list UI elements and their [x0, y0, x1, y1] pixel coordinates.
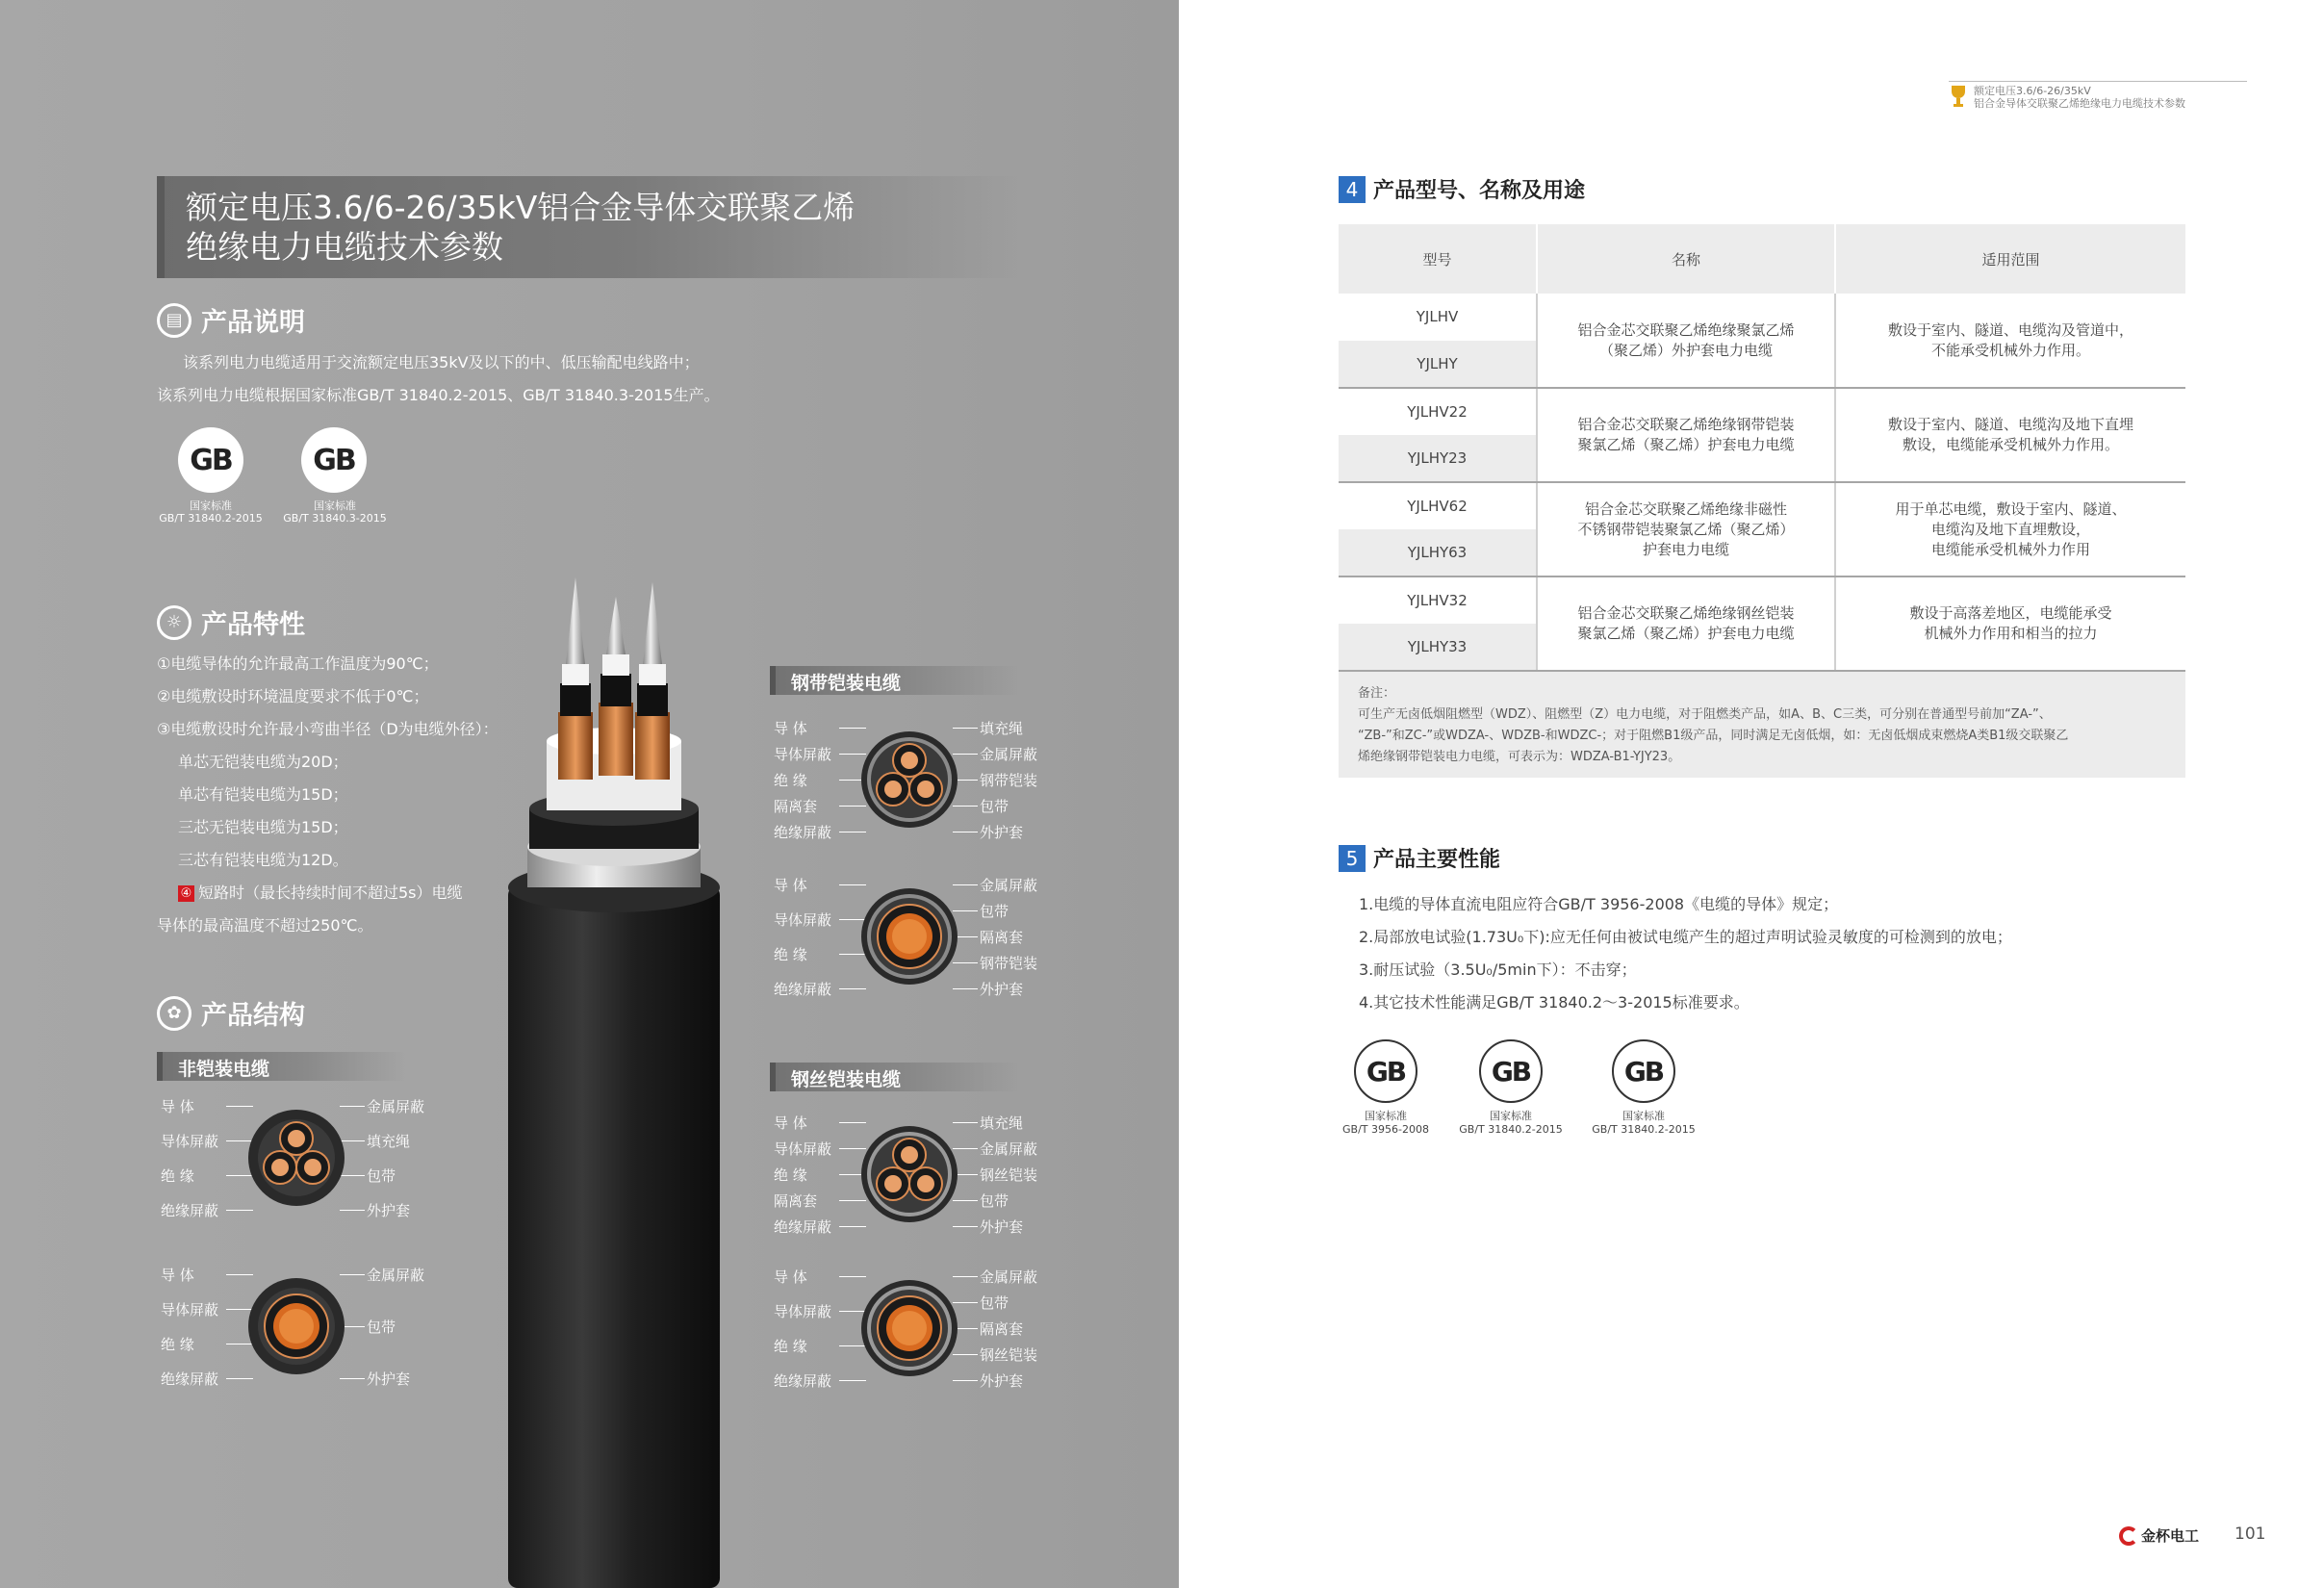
diagram-label: 金属屏蔽 [367, 1098, 425, 1115]
feature-item: 单芯无铠装电缆为20D； [178, 753, 348, 771]
diagram-label: 导体屏蔽 [774, 1303, 832, 1320]
gb-badge-caption [153, 499, 268, 525]
section-heading-text: 产品说明 [201, 308, 305, 338]
cable-cross-section-icon [243, 1273, 349, 1379]
diagram-label: 导 体 [774, 1268, 807, 1286]
model-cell: YJLHY63 [1339, 529, 1537, 576]
gb-logo-text: GB [1366, 1055, 1406, 1088]
steel-tape-label [770, 666, 1020, 695]
diagram-label: 金属屏蔽 [980, 1140, 1038, 1158]
gb-standard-logo [1612, 1039, 1675, 1103]
right-page [1179, 0, 2324, 1588]
diagram-label: 外护套 [980, 1218, 1024, 1236]
diagram-label: 钢丝铠装 [980, 1346, 1038, 1364]
gb-caption-label: 国家标准 [190, 499, 232, 512]
gb-badge-caption [1448, 1110, 1573, 1137]
performance-item: 1.电缆的导体直流电阻应符合GB/T 3956-2008《电缆的导体》规定； [1359, 895, 1839, 913]
gb-logo-text: GB [313, 443, 355, 477]
diagram-label: 导体屏蔽 [161, 1301, 219, 1319]
note-line: “ZB-”和ZC-”或WDZA-、WDZB-和WDZC-；对于阻燃B1级产品，同时满足无卤低烟，如：无卤低烟成束燃烧A类B1级交联聚乙 [1358, 729, 2069, 743]
diagram-label: 包带 [980, 1294, 1009, 1312]
cross-section-diagram [770, 869, 1049, 1004]
section-title: 产品主要性能 [1373, 848, 1501, 872]
bullet-four-icon: ④ [178, 885, 194, 902]
brand-logo [2119, 1525, 2199, 1546]
section-heading-performance [1339, 843, 1500, 873]
model-cell: YJLHV22 [1339, 388, 1537, 435]
gb-standard-logo [1354, 1039, 1417, 1103]
table-header-cell: 型号 [1339, 224, 1537, 294]
label-text: 钢丝铠装电缆 [791, 1069, 902, 1090]
model-cell: YJLHV32 [1339, 576, 1537, 624]
running-header-text [1974, 85, 2185, 110]
model-cell: YJLHY23 [1339, 435, 1537, 482]
diagram-label: 金属屏蔽 [980, 1268, 1038, 1286]
diagram-label: 导 体 [161, 1267, 194, 1284]
diagram-label: 导体屏蔽 [774, 911, 832, 929]
gb-caption-code: GB/T 31840.2-2015 [159, 512, 263, 525]
diagram-label: 绝 缘 [774, 1166, 807, 1184]
name-cell: 铝合金芯交联聚乙烯绝缘非磁性 不锈钢带铠装聚氯乙烯（聚乙烯） 护套电力电缆 [1537, 482, 1835, 576]
cross-section-diagram [157, 1259, 436, 1394]
diagram-label: 隔离套 [980, 1320, 1024, 1338]
table-row [1339, 576, 2185, 624]
gb-badge-caption [1581, 1110, 1706, 1137]
section-heading-models [1339, 174, 1585, 204]
intro-line-2: 该系列电力电缆根据国家标准GB/T 31840.2-2015、GB/T 31840.3-2015生产。 [157, 386, 720, 404]
diagram-label: 绝缘屏蔽 [161, 1202, 219, 1219]
gb-caption-label: 国家标准 [1622, 1110, 1665, 1122]
diagram-label: 导 体 [774, 1114, 807, 1132]
feature-item [178, 877, 463, 909]
feature-item-text: 短路时（最长持续时间不超过5s）电缆 [198, 884, 463, 902]
page-title-banner [157, 176, 1023, 278]
diagram-label: 导体屏蔽 [774, 1140, 832, 1158]
gb-caption-label: 国家标准 [1490, 1110, 1532, 1122]
brand-mark-icon [2119, 1526, 2138, 1546]
table-row [1339, 388, 2185, 435]
diagram-label: 绝 缘 [774, 772, 807, 789]
diagram-label: 导体屏蔽 [161, 1133, 219, 1150]
model-cell: YJLHV62 [1339, 482, 1537, 529]
diagram-label: 包带 [980, 1192, 1009, 1210]
section-number-badge: 5 [1339, 845, 1366, 872]
name-cell: 铝合金芯交联聚乙烯绝缘钢丝铠装 聚氯乙烯（聚乙烯）护套电力电缆 [1537, 576, 1835, 671]
cross-section-diagram [770, 1261, 1049, 1396]
diagram-label: 外护套 [980, 1372, 1024, 1390]
feature-item: ②电缆敷设时环境温度要求不低于0℃； [157, 687, 429, 705]
diagram-label: 隔离套 [980, 929, 1024, 946]
performance-item: 2.局部放电试验(1.73U₀下):应无任何由被试电缆产生的超过声明试验灵敏度的可检测到的放电； [1359, 928, 2012, 946]
label-text: 非铠装电缆 [178, 1059, 270, 1080]
diagram-label: 填充绳 [367, 1133, 411, 1150]
table-header-row [1339, 224, 2185, 294]
diagram-label: 钢丝铠装 [980, 1166, 1038, 1184]
gb-caption-code: GB/T 3956-2008 [1342, 1123, 1429, 1136]
running-header [1949, 81, 2247, 110]
note-line: 可生产无卤低烟阻燃型（WDZ）、阻燃型（Z）电力电缆，对于阻燃类产品，如A、B、C三类，可分别在普通型号前加“ZA-”、 [1358, 707, 2052, 722]
diagram-label: 金属屏蔽 [980, 877, 1038, 894]
table-row [1339, 294, 2185, 341]
scope-cell: 敷设于室内、隧道、电缆沟及地下直埋 敷设，电缆能承受机械外力作用。 [1835, 388, 2185, 482]
trophy-icon [1949, 84, 1968, 109]
diagram-label: 绝 缘 [161, 1167, 194, 1185]
section-heading-description [157, 301, 305, 339]
section-heading-text: 产品结构 [201, 1001, 305, 1031]
section-title: 产品型号、名称及用途 [1373, 179, 1586, 203]
page-title-line1: 额定电压3.6/6-26/35kV铝合金导体交联聚乙烯 [186, 189, 856, 226]
label-text: 钢带铠装电缆 [791, 673, 902, 694]
gb-logo-text: GB [1491, 1055, 1531, 1088]
diagram-label: 外护套 [367, 1370, 411, 1388]
feature-item: ①电缆导体的允许最高工作温度为90℃； [157, 654, 439, 673]
gb-standard-logo [1479, 1039, 1543, 1103]
diagram-label: 绝缘屏蔽 [774, 824, 832, 841]
diagram-label: 包带 [980, 798, 1009, 815]
cross-section-diagram [157, 1090, 436, 1225]
feature-item: 三芯无铠装电缆为15D； [178, 818, 348, 836]
cable-cross-section-icon [243, 1105, 349, 1211]
diagram-label: 绝缘屏蔽 [774, 1372, 832, 1390]
title-accent-bar [157, 176, 165, 278]
brand-name: 金杯电工 [2141, 1527, 2200, 1545]
diagram-label: 钢带铠装 [980, 955, 1038, 972]
scope-cell: 用于单芯电缆，敷设于室内、隧道、 电缆沟及地下直埋敷设， 电缆能承受机械外力作用 [1835, 482, 2185, 576]
diagram-label: 填充绳 [980, 720, 1024, 737]
table-note [1339, 672, 2185, 778]
cable-cross-section-icon: ✿ [157, 996, 192, 1031]
table-header-cell: 适用范围 [1835, 224, 2185, 294]
diagram-label: 包带 [367, 1167, 396, 1185]
diagram-label: 金属屏蔽 [367, 1267, 425, 1284]
name-cell: 铝合金芯交联聚乙烯绝缘聚氯乙烯 （聚乙烯）外护套电力电缆 [1537, 294, 1835, 388]
diagram-label: 导 体 [774, 720, 807, 737]
table-row [1339, 482, 2185, 529]
diagram-label: 导 体 [161, 1098, 194, 1115]
feature-item: 三芯有铠装电缆为12D。 [178, 851, 348, 869]
cable-cross-section-icon [856, 1121, 962, 1227]
diagram-label: 包带 [980, 903, 1009, 920]
gb-caption-label: 国家标准 [1365, 1110, 1407, 1122]
diagram-label: 钢带铠装 [980, 772, 1038, 789]
gb-caption-code: GB/T 31840.2-2015 [1459, 1123, 1563, 1136]
diagram-label: 导 体 [774, 877, 807, 894]
model-cell: YJLHV [1339, 294, 1537, 341]
page-number: 101 [2235, 1524, 2266, 1544]
cross-section-diagram [770, 712, 1049, 847]
page-title-line2: 绝缘电力电缆技术参数 [186, 228, 503, 266]
section-heading-features [157, 603, 305, 641]
table-header-cell: 名称 [1537, 224, 1835, 294]
gb-caption-code: GB/T 31840.2-2015 [1592, 1123, 1696, 1136]
diagram-label: 绝 缘 [774, 946, 807, 963]
gb-standard-logo [178, 427, 243, 493]
feature-item: ③电缆敷设时允许最小弯曲半径（D为电缆外径）： [157, 720, 498, 738]
diagram-label: 绝缘屏蔽 [774, 1218, 832, 1236]
diagram-label: 填充绳 [980, 1114, 1024, 1132]
feature-item: 单芯有铠装电缆为15D； [178, 785, 348, 804]
gb-logo-text: GB [190, 443, 232, 477]
diagram-label: 外护套 [367, 1202, 411, 1219]
scope-cell: 敷设于高落差地区，电缆能承受 机械外力作用和相当的拉力 [1835, 576, 2185, 671]
performance-item: 4.其它技术性能满足GB/T 31840.2～3-2015标准要求。 [1359, 993, 1749, 1012]
diagram-label: 隔离套 [774, 1192, 818, 1210]
running-header-line: 铝合金导体交联聚乙烯绝缘电力电缆技术参数 [1974, 97, 2185, 110]
gb-caption-label: 国家标准 [314, 499, 356, 512]
section-heading-text: 产品特性 [201, 610, 305, 640]
gb-standard-logo [301, 427, 367, 493]
section-number-badge: 4 [1339, 176, 1366, 203]
running-header-line: 额定电压3.6/6-26/35kV [1974, 85, 2091, 97]
model-cell: YJLHY33 [1339, 624, 1537, 671]
diagram-label: 绝缘屏蔽 [774, 981, 832, 998]
model-cell: YJLHY [1339, 341, 1537, 388]
scope-cell: 敷设于室内、隧道、电缆沟及管道中， 不能承受机械外力作用。 [1835, 294, 2185, 388]
label-accent-bar [157, 1052, 163, 1081]
diagram-label: 金属屏蔽 [980, 746, 1038, 763]
diagram-label: 绝 缘 [774, 1338, 807, 1355]
section-heading-structure [157, 994, 305, 1032]
gb-caption-code: GB/T 31840.3-2015 [283, 512, 387, 525]
diagram-label: 外护套 [980, 981, 1024, 998]
diagram-label: 隔离套 [774, 798, 818, 815]
feature-item: 导体的最高温度不超过250℃。 [157, 916, 373, 935]
cable-cross-section-icon [856, 1275, 962, 1381]
cable-illustration [500, 568, 789, 1588]
intro-line-1: 该系列电力电缆适用于交流额定电压35kV及以下的中、低压输配电线路中； [183, 353, 700, 371]
steel-wire-label [770, 1063, 1020, 1091]
diagram-label: 绝缘屏蔽 [161, 1370, 219, 1388]
document-icon: ▤ [157, 303, 192, 338]
gb-logo-text: GB [1623, 1055, 1664, 1088]
temperature-icon: ☼ [157, 605, 192, 640]
diagram-label: 包带 [367, 1319, 396, 1336]
gb-badge-caption [1323, 1110, 1448, 1137]
diagram-label: 外护套 [980, 824, 1024, 841]
cable-cross-section-icon [856, 884, 962, 989]
diagram-label: 绝 缘 [161, 1336, 194, 1353]
non-armored-label [157, 1052, 407, 1081]
name-cell: 铝合金芯交联聚乙烯绝缘钢带铠装 聚氯乙烯（聚乙烯）护套电力电缆 [1537, 388, 1835, 482]
note-title: 备注： [1358, 686, 1396, 701]
model-table [1339, 224, 2185, 672]
gb-badge-caption [277, 499, 393, 525]
diagram-label: 导体屏蔽 [774, 746, 832, 763]
cable-cross-section-icon [856, 727, 962, 832]
note-line: 烯绝缘钢带铠装电力电缆，可表示为：WDZA-B1-YJY23。 [1358, 750, 1681, 764]
performance-item: 3.耐压试验（3.5U₀/5min下）：不击穿； [1359, 960, 1637, 979]
cross-section-diagram [770, 1107, 1049, 1242]
